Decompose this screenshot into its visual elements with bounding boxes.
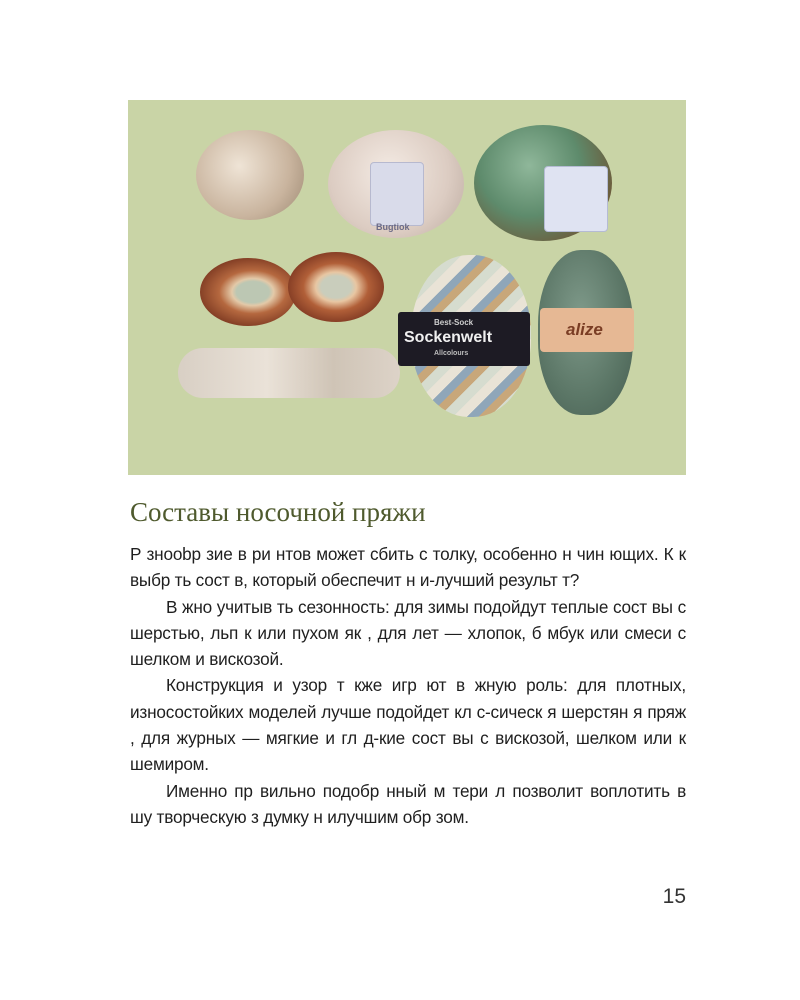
yarn-cake-rust-right bbox=[288, 252, 384, 322]
paragraph-2: В жно учитыв ть сезонность: для зимы подойдут теплые сост вы с шерстью, льп к или пухом як , для лет — хлопок, б мбук или смеси с шелком и вискозой. bbox=[130, 596, 686, 670]
yarn-band-sock-sub: Allcolours bbox=[434, 350, 469, 357]
yarn-hank-tweed bbox=[178, 348, 400, 398]
paragraph-3: Конструкция и узор т кже игр ют в жную роль: для плотных, износостойких моделей лучше подойдет кл с-сическ я шерстян я пряж , для журных — мягкие и гл д-кие сост вы с вискозой, шелком или к шемиром. bbox=[130, 675, 686, 775]
page-number: 15 bbox=[662, 885, 686, 908]
yarn-band-sock-small: Best-Sock bbox=[434, 318, 474, 327]
yarn-ball-speckled bbox=[196, 130, 304, 220]
yarn-label-lavender bbox=[370, 162, 424, 226]
yarn-band-sock-brand: Socken​welt bbox=[404, 329, 493, 346]
body-text bbox=[130, 541, 686, 830]
yarn-band-alize-brand: alize bbox=[566, 320, 603, 339]
yarn-photo bbox=[128, 100, 686, 475]
page-heading: Составы носочной пряжи bbox=[130, 497, 426, 527]
paragraph-4: Именно пр вильно подобр нный м тери л позволит воплотить в шу творческую з думку н илучшим обр зом. bbox=[130, 780, 686, 827]
yarn-label-brand: Bugtiok bbox=[376, 222, 410, 232]
yarn-label-blue bbox=[544, 166, 608, 232]
paragraph-1: Р зноobр зие в ри нтов может сбить с толку, особенно н чин ющих. К к выбр ть сост в, который обеспечит н и-лучший результ т? bbox=[130, 544, 686, 591]
yarn-cake-rust-left bbox=[200, 258, 296, 326]
